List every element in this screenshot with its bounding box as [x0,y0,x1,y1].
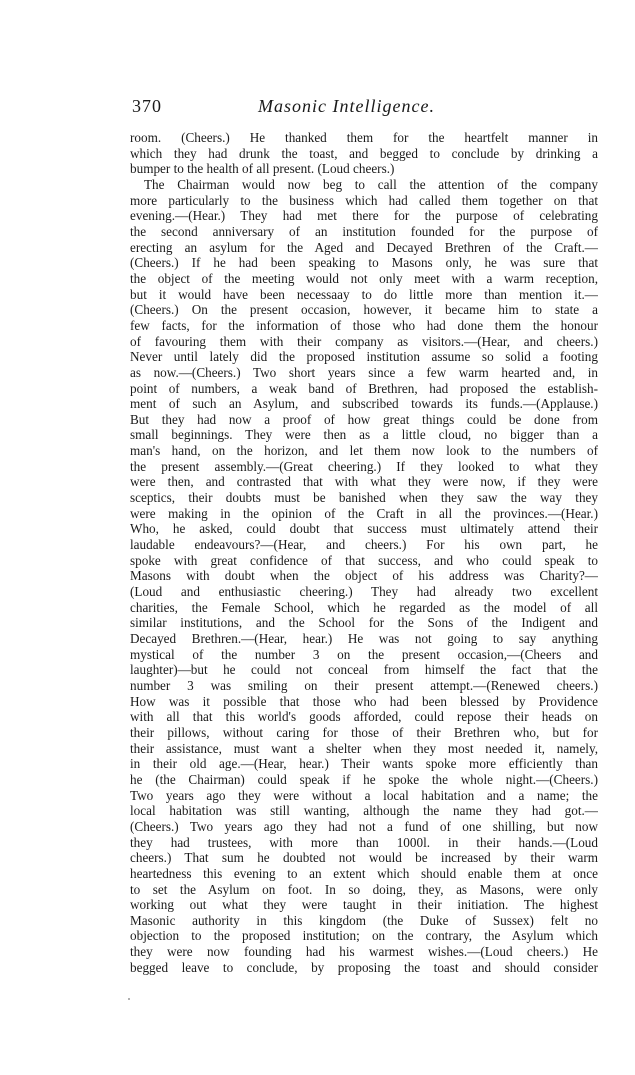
text-line: spoke with great confidence of that success, and who could speak to [130,552,598,568]
text-line: their assistance, must want a shelter when they most needed it, namely, [130,740,598,756]
text-line: the present assembly.—(Great cheering.) If they looked to what they [130,458,598,474]
page-number: 370 [132,96,162,116]
text-line: Masons with doubt when the object of his address was Charity?— [130,568,598,584]
text-line: (Loud and enthusiastic cheering.) They had already two excellent [130,584,598,600]
text-line: Masonic authority in this kingdom (the Duke of Sussex) felt no [130,912,598,928]
text-line: (Cheers.) Two years ago they had not a fund of one shilling, but now [130,818,598,834]
text-line: objection to the proposed institution; on the contrary, the Asylum which [130,928,598,944]
running-title: Masonic Intelligence. [258,96,435,116]
text-line: they were now founding had his warmest wishes.—(Loud cheers.) He [130,944,598,960]
text-line: few facts, for the information of those who had done them the honour [130,317,598,333]
text-line: evening.—(Hear.) They had met there for the purpose of celebrating [130,208,598,224]
text-line: to set the Asylum on foot. In so doing, they, as Masons, were only [130,881,598,897]
page [130,96,598,975]
text-line: Never until lately did the proposed institution assume so solid a footing [130,349,598,365]
text-line: (Cheers.) If he had been speaking to Masons only, he was sure that [130,255,598,271]
text-line: were then, and contrasted that with what they were now, if they were [130,474,598,490]
text-line: more particularly to the business which had called them together on that [130,192,598,208]
text-line: their pillows, without caring for those of their Brethren who, but for [130,724,598,740]
text-line: were making in the opinion of the Craft in all the provinces.—(Hear.) [130,505,598,521]
running-head [130,96,598,126]
text-line: bumper to the health of all present. (Loud cheers.) [130,161,395,177]
text-line: ment of such an Asylum, and subscribed towards its funds.—(Applause.) [130,396,598,412]
text-line: (Cheers.) On the present occasion, however, it became him to state a [130,302,598,318]
text-line: room. (Cheers.) He thanked them for the heartfelt manner in [130,130,598,145]
text-line: charities, the Female School, which he regarded as the model of all [130,599,598,615]
text-line: he (the Chairman) could speak if he spoke the whole night.—(Cheers.) [130,771,598,787]
text-line: begged leave to conclude, by proposing the toast and should consider [130,959,598,975]
text-line: laudable endeavours?—(Hear, and cheers.) For his own part, he [130,537,598,553]
text-line: similar institutions, and the School for the Sons of the Indigent and [130,615,598,631]
text-line: small beginnings. They were then as a little cloud, no bigger than a [130,427,598,443]
text-line: Decayed Brethren.—(Hear, hear.) He was not going to say anything [130,631,598,646]
text-line: Two years ago they were without a local habitation and a name; the [130,787,598,803]
text-line: number 3 was smiling on their present attempt.—(Renewed cheers.) [130,677,598,693]
text-line: with all that this world's goods afforded, could repose their heads on [130,709,598,725]
text-line: as now.—(Cheers.) Two short years since a few warm hearted and, in [130,364,598,380]
text-line: local habitation was still wanting, although the name they had got.— [130,803,598,819]
print-speck [128,998,130,1000]
text-line: in their old age.—(Hear, hear.) Their wants spoke more efficiently than [130,756,598,772]
text-line: the object of the meeting would not only meet with a warm reception, [130,270,598,286]
text-line: the second anniversary of an institution founded for the purpose of [130,223,598,239]
text-line: which they had drunk the toast, and begged to conclude by drinking a [130,145,598,161]
text-line: Who, he asked, could doubt that success must ultimately attend their [130,521,598,537]
text-line: of favouring them with their company as visitors.—(Hear, and cheers.) [130,333,598,349]
text-line: they had trustees, with more than 1000l. in their hands.—(Loud [130,834,598,850]
text-line: mystical of the number 3 on the present occasion,—(Cheers and [130,646,598,662]
body-text [130,130,598,975]
text-line: sceptics, their doubts must be banished when they saw the way they [130,490,598,506]
text-line: laughter)—but he could not conceal from himself the fact that the [130,662,598,678]
text-line: but it would have been necessaay to do little more than mention it.— [130,286,598,302]
text-line: heartedness this evening to an extent which should enable them at once [130,865,598,881]
text-line: man's hand, on the horizon, and let them now look to the numbers of [130,443,598,459]
text-line: But they had now a proof of how great things could be done from [130,411,598,427]
text-line: How was it possible that those who had been blessed by Providence [130,693,598,709]
text-line: The Chairman would now beg to call the attention of the company [144,176,598,192]
text-line: point of numbers, a weak band of Brethren, had proposed the establish- [130,380,598,396]
text-line: cheers.) That sum he doubted not would be increased by their warm [130,850,598,866]
text-line: working out what they were taught in their initiation. The highest [130,897,598,913]
text-line: erecting an asylum for the Aged and Decayed Brethren of the Craft.— [130,239,598,255]
